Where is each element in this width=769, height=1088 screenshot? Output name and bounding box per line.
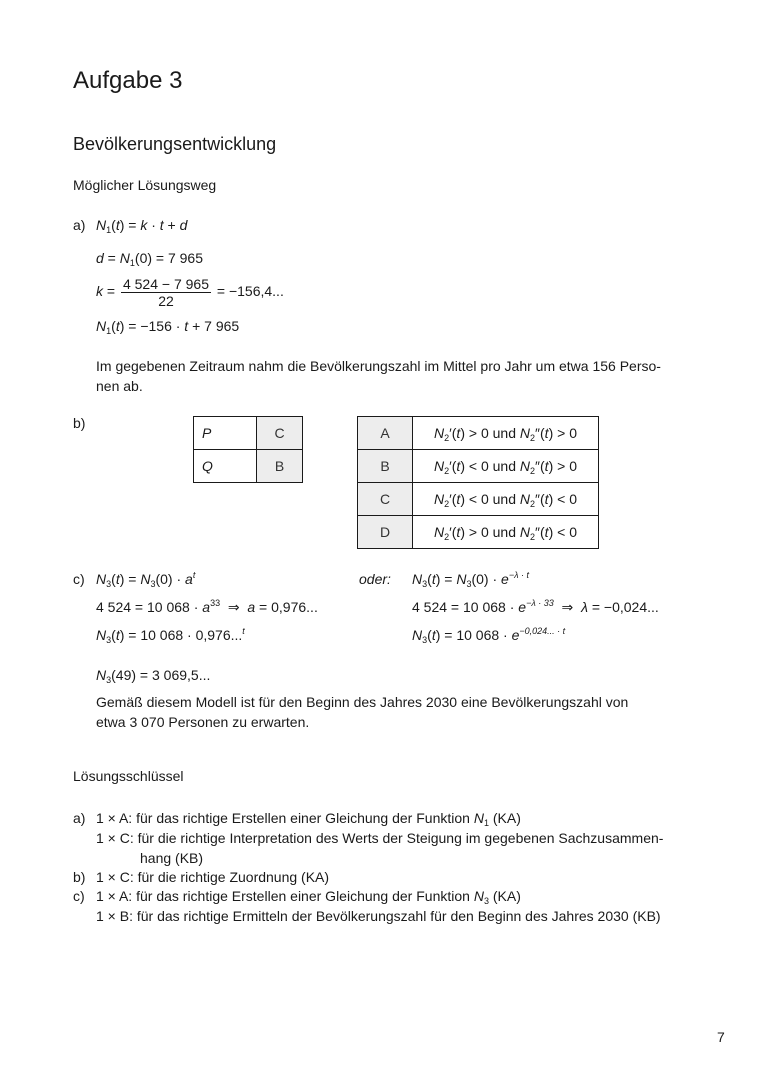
key-a-line2: 1 × C: für die richtige Interpretation des Werts der Steigung im gegebenen Sachzusammen- [96,830,664,846]
key-a-label: a) [73,810,86,826]
table-row [194,417,303,450]
fraction: $\frac{4 524 - 7 965}{22}$ [122,276,209,309]
section-heading: Möglicher Lösungsweg [73,177,217,193]
table-cell: $N_2'(t) > 0$ und $N_2''(t) < 0$ [413,516,599,549]
part-a-label: a) [73,217,86,233]
table-cell: C [358,483,413,516]
table-cell: Q [194,450,257,483]
table-cell: $N_2'(t) < 0$ und $N_2''(t) < 0$ [413,483,599,516]
key-heading: Lösungsschlüssel [73,768,184,784]
key-a-line3: hang (KB) [140,850,204,866]
eq-a-3: k = $\frac{4 524 - 7 965}{22}$ = −156,4... [96,276,284,309]
eq-c-right-3: $N_3(t) = 10$ $068 \cdot e^{-0,024... \cdot t}$ [412,626,566,645]
table-cell: C [257,417,303,450]
table-row [358,450,599,483]
table-cell: A [358,417,413,450]
assignment-table-left [193,416,303,483]
eq-c-right-1: $N_3(t) = N_3(0) \cdot e^{-\lambda \cdot t}$ [412,570,530,589]
eq-c-result: $N_3(49) = 3$ 069,5... [96,667,211,685]
table-cell: B [257,450,303,483]
key-c-label: c) [73,888,85,904]
part-c-label: c) [73,571,85,587]
table-cell: P [194,417,257,450]
table-cell: $N_2'(t) > 0$ und $N_2''(t) > 0$ [413,417,599,450]
page-title: Aufgabe 3 [73,67,183,94]
page-number: 7 [717,1029,725,1045]
table-row [358,516,599,549]
conclusion-c-line2: etwa 3 070 Personen zu erwarten. [96,714,310,730]
table-cell: D [358,516,413,549]
eq-a-1: $N_1(t) = k \cdot t + d$ [96,217,188,235]
table-cell: $N_2'(t) < 0$ und $N_2''(t) > 0$ [413,450,599,483]
key-b-line1: 1 × C: für die richtige Zuordnung (KA) [96,869,330,885]
eq-a-4: $N_1(t) = -156 \cdot t + 7$ 965 [96,318,240,336]
key-c-line2: 1 × B: für das richtige Ermitteln der Bevölkerungszahl für den Beginn des Jahres 2030 (KB) [96,908,661,924]
table-row [194,450,303,483]
assignment-table-right [357,416,599,549]
table-row [358,417,599,450]
key-b-label: b) [73,869,86,885]
part-b-label: b) [73,415,86,431]
table-cell: B [358,450,413,483]
interpretation-a-line1: Im gegebenen Zeitraum nahm die Bevölkerungszahl im Mittel pro Jahr um etwa 156 Perso- [96,358,661,374]
oder-label: oder: [359,571,391,587]
page-subtitle: Bevölkerungsentwicklung [73,134,277,154]
eq-a-2: $d = N_1(0) = 7$ 965 [96,250,204,268]
table-row [358,483,599,516]
interpretation-a-line2: nen ab. [96,378,143,394]
key-a-line1: 1 × A: für das richtige Erstellen einer Gleichung der Funktion $N_1$ (KA) [96,810,521,828]
conclusion-c-line1: Gemäß diesem Modell ist für den Beginn des Jahres 2030 eine Bevölkerungszahl von [96,694,629,710]
eq-c-left-3: $N_3(t) = 10$ 068 · 0,976...$^t$ [96,626,245,645]
eq-c-left-2: 4 524 = 10 $068 \cdot a^{33}$ ⇒ a = 0,976... [96,598,318,615]
key-c-line1: 1 × A: für das richtige Erstellen einer Gleichung der Funktion $N_3$ (KA) [96,888,521,906]
eq-c-right-2: 4 524 = 10 $068 \cdot e^{-\lambda \cdot 33}$ ⇒ λ = −0,024... [412,598,659,615]
eq-c-left-1: $N_3(t) = N_3(0) \cdot a^t$ [96,570,196,589]
